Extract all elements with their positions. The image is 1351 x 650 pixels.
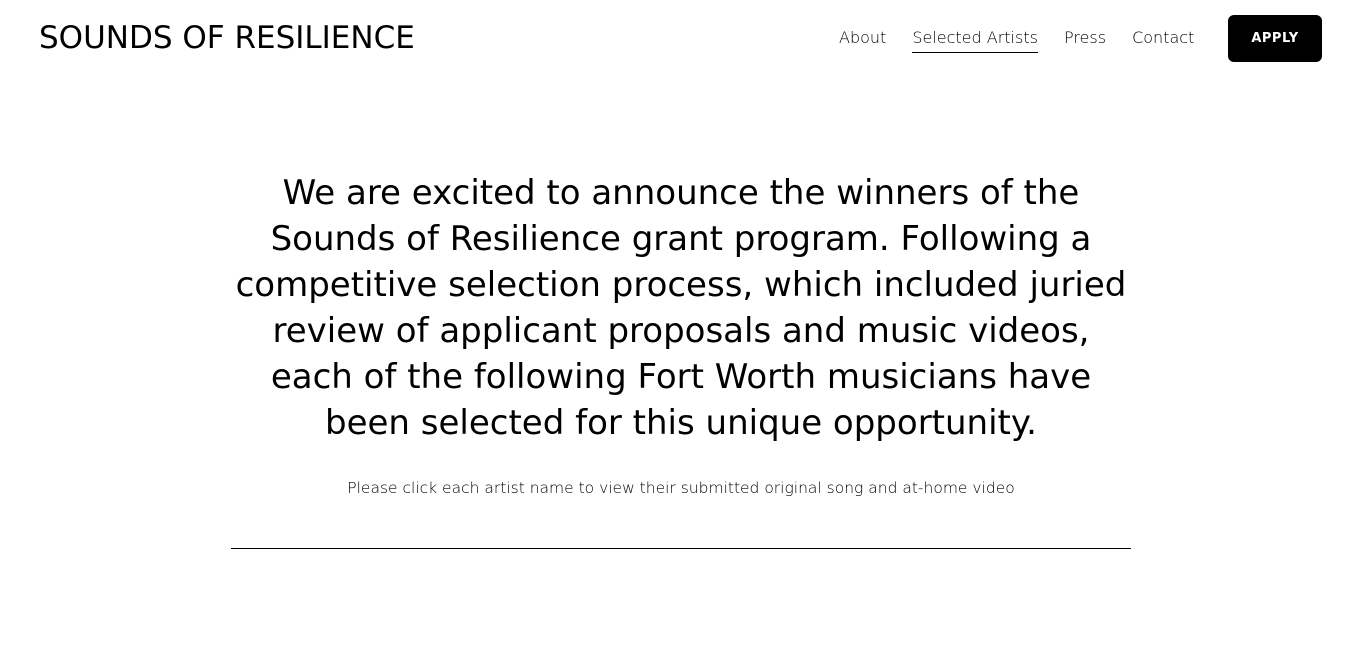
announcement-heading: We are excited to announce the winners of the Sounds of Resilience grant program. Following a competitive selection process, which included juried review of applicant proposals and music videos, each of the following Fort Worth musicians have been selected for this unique opportunity. <box>235 173 1127 443</box>
site-title-link[interactable]: SOUNDS OF RESILIENCE <box>39 20 415 56</box>
instructions-text: Please click each artist name to view their submitted original song and at-home video <box>347 479 1015 497</box>
nav-link-about[interactable]: About <box>839 28 887 47</box>
main-nav <box>839 26 1194 53</box>
section-divider <box>231 548 1131 549</box>
apply-button[interactable]: APPLY <box>1228 15 1322 62</box>
site-header <box>0 0 1351 78</box>
nav-link-press[interactable]: Press <box>1063 28 1107 47</box>
nav-link-contact[interactable]: Contact <box>1132 28 1195 47</box>
nav-link-selected-artists[interactable]: Selected Artists <box>912 26 1038 53</box>
main-content <box>231 170 1131 500</box>
